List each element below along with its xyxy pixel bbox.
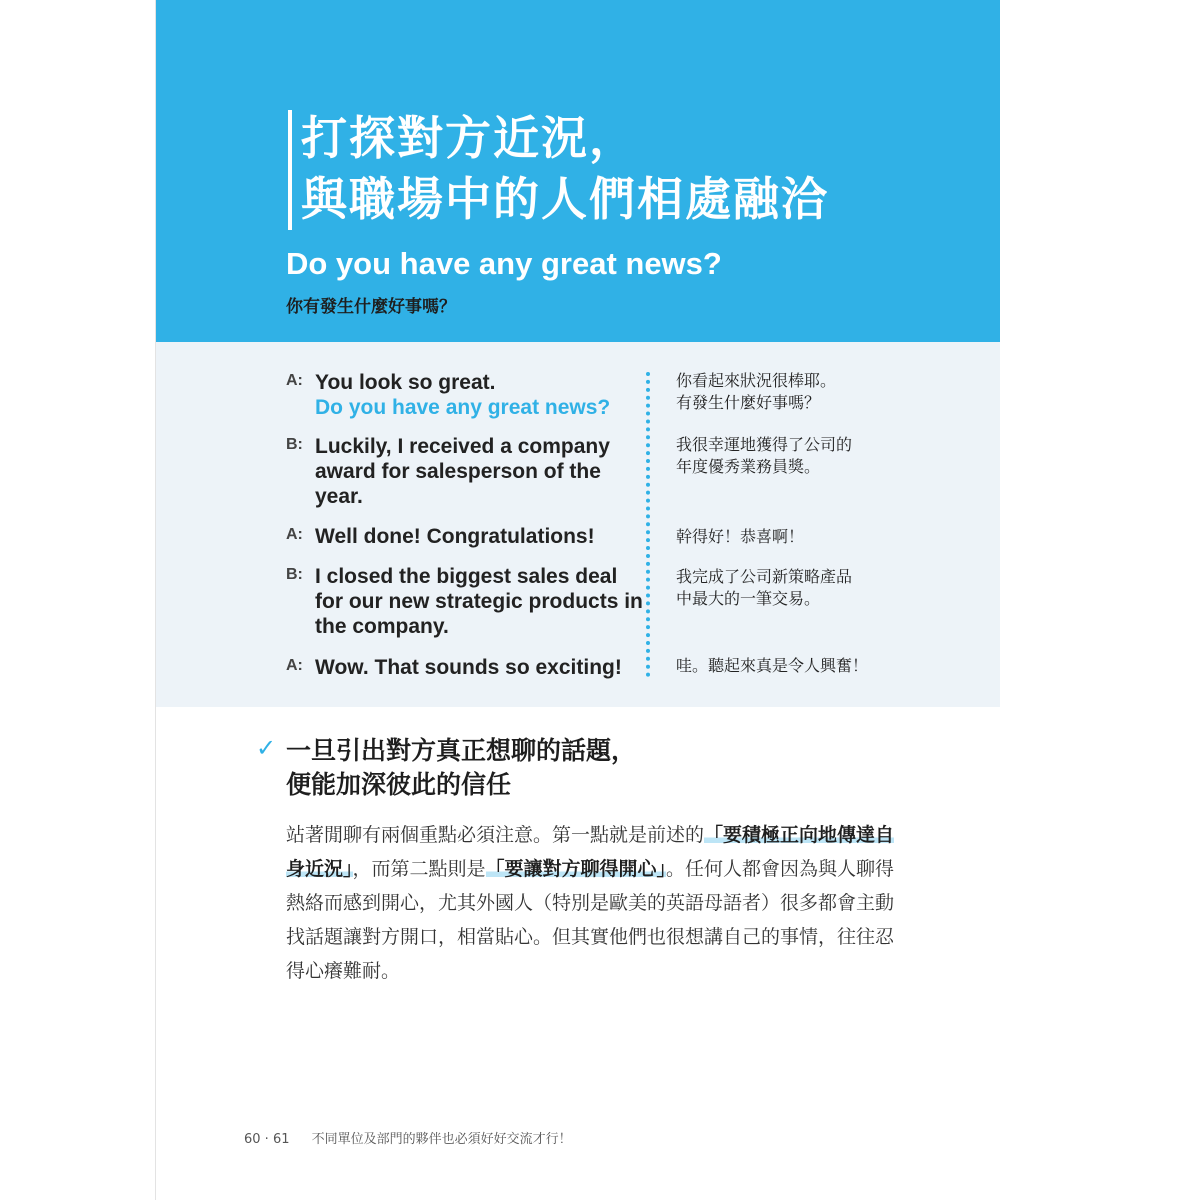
dialog-chinese: 幹得好！恭喜啊！ — [676, 527, 805, 546]
dialog-english: I closed the biggest sales deal for our new strategic products in the company. — [315, 565, 643, 638]
footer-caption: 不同單位及部門的夥伴也必須好好交流才行！ — [311, 1132, 572, 1147]
dotted-divider — [646, 372, 650, 677]
dialog-english: Wow. That sounds so exciting! — [315, 656, 622, 679]
body-text-3: 。任何人都會因為與人聊得熱絡而感到開心，尤其外國人（特別是歐美的英語母語者）很多都會主動找話題讓對方開口，相當貼心。但其實他們也很想講自己的事情，往往忍得心癢難耐。 — [286, 858, 895, 982]
dialog-english: Luckily, I received a company award for salesperson of the year. — [315, 435, 610, 508]
body-text-1: 站著閒聊有兩個重點必須注意。第一點就是前述的 — [286, 824, 705, 846]
emphasis-1: 「要積極正向地傳達自身近況」 — [286, 824, 895, 880]
dialog-chinese: 我完成了公司新策略產品 中最大的一筆交易。 — [676, 567, 853, 608]
dialog-chinese: 你看起來狀況很棒耶。 有發生什麼好事嗎？ — [676, 371, 837, 412]
speaker-label: B: — [286, 566, 303, 583]
heading-line-1: 一旦引出對方真正想聊的話題， — [286, 736, 637, 765]
speaker-label: B: — [286, 436, 303, 453]
page-footer — [244, 1128, 572, 1147]
dialog-section — [156, 342, 1000, 707]
body-text-2: ，而第二點則是 — [352, 858, 486, 880]
page-numbers: 60 · 61 — [244, 1132, 290, 1147]
dialog-english-highlight: Do you have any great news? — [315, 396, 611, 419]
page-title — [301, 108, 829, 230]
title-accent-bar — [288, 110, 292, 230]
header-band — [156, 0, 1000, 342]
subtitle-english: Do you have any great news? — [286, 246, 722, 281]
speaker-label: A: — [286, 372, 303, 389]
emphasis-2: 「要讓對方聊得開心」 — [485, 858, 667, 880]
dialog-english-text: You look so great. — [315, 371, 496, 394]
section-heading-text — [286, 734, 636, 802]
title-line-2: 與職場中的人們相處融洽 — [301, 172, 829, 226]
body-paragraph — [286, 818, 896, 988]
dialog-english: Well done! Congratulations! — [315, 525, 595, 548]
dialog-english — [315, 370, 645, 420]
speaker-label: A: — [286, 657, 303, 674]
title-line-1: 打探對方近況， — [301, 111, 637, 165]
dialog-chinese: 我很幸運地獲得了公司的 年度優秀業務員獎。 — [676, 435, 853, 476]
subtitle-chinese: 你有發生什麼好事嗎？ — [286, 297, 456, 317]
dialog-chinese: 哇。聽起來真是令人興奮！ — [676, 656, 869, 675]
speaker-label: A: — [286, 526, 303, 543]
heading-line-2: 便能加深彼此的信任 — [286, 770, 512, 799]
book-page — [155, 0, 1000, 1200]
checkmark-icon: ✓ — [256, 734, 277, 762]
